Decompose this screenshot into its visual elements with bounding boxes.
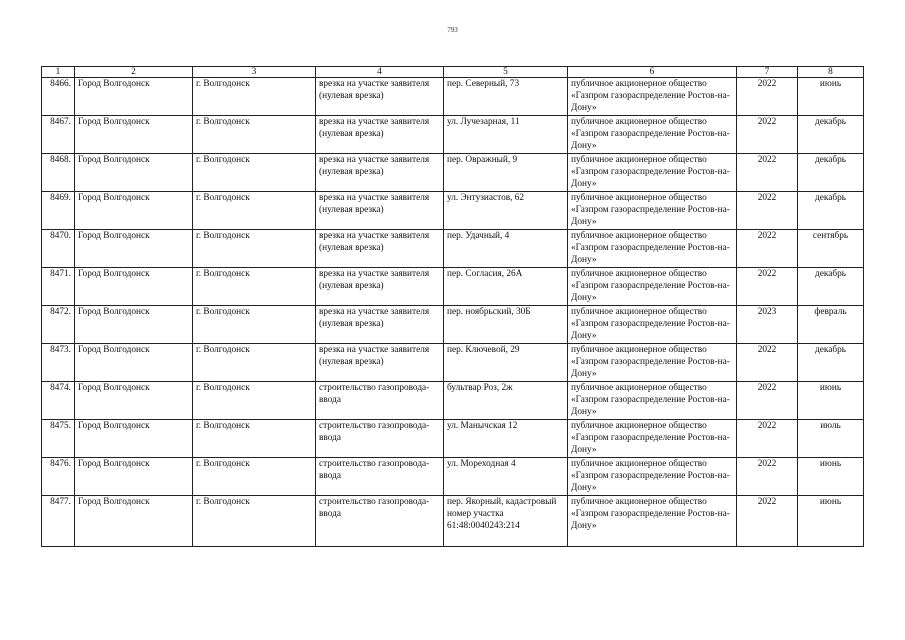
- table-row: [42, 78, 864, 116]
- year-cell: 2022: [737, 192, 798, 230]
- month-cell: июнь: [798, 458, 864, 496]
- row-number-cell: 8474.: [42, 382, 75, 420]
- column-header: 4: [316, 67, 444, 78]
- organization-cell: публичное акционерное общество «Газпром газораспределение Ростов-на-Дону»: [568, 458, 737, 496]
- address-cell: ул. Лучезарная, 11: [444, 116, 568, 154]
- settlement-cell: г. Волгодонск: [193, 420, 316, 458]
- year-cell: 2022: [737, 344, 798, 382]
- column-header: 1: [42, 67, 75, 78]
- table-row: [42, 268, 864, 306]
- address-cell: ул. Энтузиастов, 62: [444, 192, 568, 230]
- address-cell: пер. Якорный, кадастровый номер участка 61:48:0040243:214: [444, 496, 568, 547]
- municipality-cell: Город Волгодонск: [75, 382, 193, 420]
- column-header: 7: [737, 67, 798, 78]
- year-cell: 2022: [737, 382, 798, 420]
- row-number-cell: 8466.: [42, 78, 75, 116]
- municipality-cell: Город Волгодонск: [75, 154, 193, 192]
- organization-cell: публичное акционерное общество «Газпром газораспределение Ростов-на-Дону»: [568, 420, 737, 458]
- municipality-cell: Город Волгодонск: [75, 496, 193, 547]
- work-type-cell: врезка на участке заявителя (нулевая врезка): [316, 192, 444, 230]
- organization-cell: публичное акционерное общество «Газпром газораспределение Ростов-на-Дону»: [568, 230, 737, 268]
- year-cell: 2022: [737, 154, 798, 192]
- year-cell: 2022: [737, 420, 798, 458]
- work-type-cell: строительство газопровода-ввода: [316, 382, 444, 420]
- settlement-cell: г. Волгодонск: [193, 230, 316, 268]
- address-cell: пер. Овражный, 9: [444, 154, 568, 192]
- settlement-cell: г. Волгодонск: [193, 116, 316, 154]
- address-cell: ул. Манычская 12: [444, 420, 568, 458]
- address-cell: пер. Ключевой, 29: [444, 344, 568, 382]
- table-row: [42, 420, 864, 458]
- organization-cell: публичное акционерное общество «Газпром газораспределение Ростов-на-Дону»: [568, 306, 737, 344]
- settlement-cell: г. Волгодонск: [193, 306, 316, 344]
- month-cell: июнь: [798, 78, 864, 116]
- municipality-cell: Город Волгодонск: [75, 230, 193, 268]
- settlement-cell: г. Волгодонск: [193, 268, 316, 306]
- column-header: 3: [193, 67, 316, 78]
- organization-cell: публичное акционерное общество «Газпром газораспределение Ростов-на-Дону»: [568, 382, 737, 420]
- year-cell: 2022: [737, 78, 798, 116]
- municipality-cell: Город Волгодонск: [75, 420, 193, 458]
- work-type-cell: врезка на участке заявителя (нулевая врезка): [316, 154, 444, 192]
- column-header: 2: [75, 67, 193, 78]
- organization-cell: публичное акционерное общество «Газпром газораспределение Ростов-на-Дону»: [568, 154, 737, 192]
- table-row: [42, 154, 864, 192]
- work-type-cell: врезка на участке заявителя (нулевая врезка): [316, 344, 444, 382]
- work-type-cell: врезка на участке заявителя (нулевая врезка): [316, 230, 444, 268]
- address-cell: пер. Согласия, 26А: [444, 268, 568, 306]
- year-cell: 2022: [737, 496, 798, 547]
- municipality-cell: Город Волгодонск: [75, 116, 193, 154]
- row-number-cell: 8469.: [42, 192, 75, 230]
- column-header: 8: [798, 67, 864, 78]
- table-row: [42, 458, 864, 496]
- month-cell: сентябрь: [798, 230, 864, 268]
- table-row: [42, 496, 864, 547]
- table-row: [42, 192, 864, 230]
- organization-cell: публичное акционерное общество «Газпром газораспределение Ростов-на-Дону»: [568, 496, 737, 547]
- row-number-cell: 8468.: [42, 154, 75, 192]
- municipality-cell: Город Волгодонск: [75, 306, 193, 344]
- organization-cell: публичное акционерное общество «Газпром газораспределение Ростов-на-Дону»: [568, 78, 737, 116]
- document-table: [41, 66, 864, 547]
- row-number-cell: 8475.: [42, 420, 75, 458]
- work-type-cell: строительство газопровода-ввода: [316, 420, 444, 458]
- row-number-cell: 8477.: [42, 496, 75, 547]
- table-row: [42, 230, 864, 268]
- year-cell: 2022: [737, 458, 798, 496]
- month-cell: июнь: [798, 496, 864, 547]
- row-number-cell: 8476.: [42, 458, 75, 496]
- organization-cell: публичное акционерное общество «Газпром газораспределение Ростов-на-Дону»: [568, 116, 737, 154]
- month-cell: декабрь: [798, 192, 864, 230]
- column-header: 6: [568, 67, 737, 78]
- table-row: [42, 116, 864, 154]
- settlement-cell: г. Волгодонск: [193, 78, 316, 116]
- year-cell: 2022: [737, 116, 798, 154]
- organization-cell: публичное акционерное общество «Газпром газораспределение Ростов-на-Дону»: [568, 192, 737, 230]
- year-cell: 2022: [737, 268, 798, 306]
- row-number-cell: 8467.: [42, 116, 75, 154]
- work-type-cell: строительство газопровода-ввода: [316, 458, 444, 496]
- municipality-cell: Город Волгодонск: [75, 78, 193, 116]
- settlement-cell: г. Волгодонск: [193, 344, 316, 382]
- table-body: [42, 78, 864, 547]
- address-cell: ул. Мореходная 4: [444, 458, 568, 496]
- address-cell: пер. ноябрьский, 30Б: [444, 306, 568, 344]
- work-type-cell: врезка на участке заявителя (нулевая врезка): [316, 268, 444, 306]
- row-number-cell: 8470.: [42, 230, 75, 268]
- year-cell: 2023: [737, 306, 798, 344]
- address-cell: бультвар Роз, 2ж: [444, 382, 568, 420]
- table-row: [42, 344, 864, 382]
- work-type-cell: врезка на участке заявителя (нулевая врезка): [316, 306, 444, 344]
- settlement-cell: г. Волгодонск: [193, 458, 316, 496]
- year-cell: 2022: [737, 230, 798, 268]
- page-number: 793: [447, 26, 458, 34]
- column-number-row: [42, 67, 864, 78]
- work-type-cell: строительство газопровода-ввода: [316, 496, 444, 547]
- column-header: 5: [444, 67, 568, 78]
- municipality-cell: Город Волгодонск: [75, 344, 193, 382]
- address-cell: пер. Северный, 73: [444, 78, 568, 116]
- settlement-cell: г. Волгодонск: [193, 154, 316, 192]
- municipality-cell: Город Волгодонск: [75, 192, 193, 230]
- month-cell: июль: [798, 420, 864, 458]
- row-number-cell: 8473.: [42, 344, 75, 382]
- month-cell: декабрь: [798, 154, 864, 192]
- municipality-cell: Город Волгодонск: [75, 268, 193, 306]
- address-cell: пер. Удачный, 4: [444, 230, 568, 268]
- month-cell: февраль: [798, 306, 864, 344]
- row-number-cell: 8471.: [42, 268, 75, 306]
- month-cell: июнь: [798, 382, 864, 420]
- work-type-cell: врезка на участке заявителя (нулевая врезка): [316, 116, 444, 154]
- settlement-cell: г. Волгодонск: [193, 496, 316, 547]
- month-cell: декабрь: [798, 116, 864, 154]
- work-type-cell: врезка на участке заявителя (нулевая врезка): [316, 78, 444, 116]
- municipality-cell: Город Волгодонск: [75, 458, 193, 496]
- table-row: [42, 306, 864, 344]
- month-cell: декабрь: [798, 344, 864, 382]
- settlement-cell: г. Волгодонск: [193, 382, 316, 420]
- table-row: [42, 382, 864, 420]
- settlement-cell: г. Волгодонск: [193, 192, 316, 230]
- organization-cell: публичное акционерное общество «Газпром газораспределение Ростов-на-Дону»: [568, 268, 737, 306]
- row-number-cell: 8472.: [42, 306, 75, 344]
- month-cell: декабрь: [798, 268, 864, 306]
- organization-cell: публичное акционерное общество «Газпром газораспределение Ростов-на-Дону»: [568, 344, 737, 382]
